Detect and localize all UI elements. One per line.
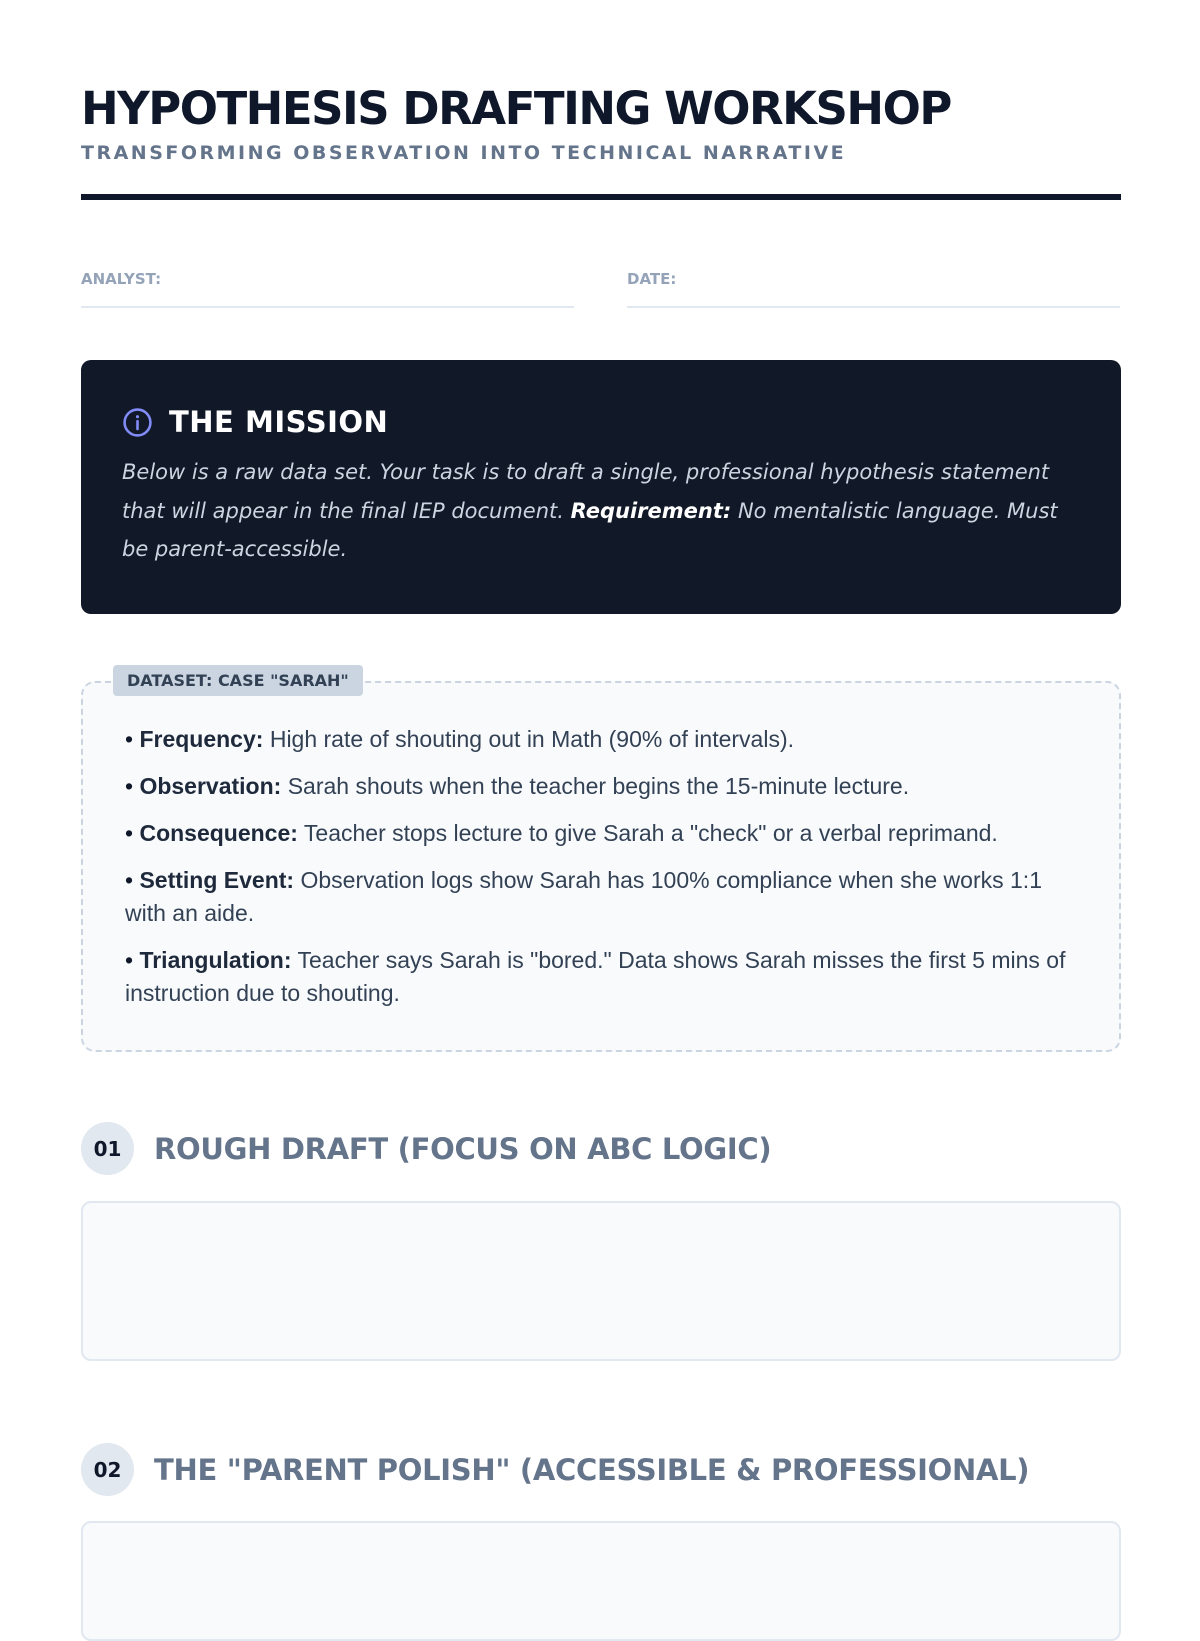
header-divider (81, 194, 1121, 200)
date-label: DATE: (627, 270, 677, 288)
item-label: Triangulation: (139, 947, 292, 973)
section-rough-draft (81, 1122, 1121, 1175)
rough-draft-textarea[interactable] (81, 1201, 1121, 1361)
list-item: • Observation: Sarah shouts when the teacher begins the 15-minute lecture. (125, 773, 910, 799)
list-item: • Setting Event: Observation logs show Sarah has 100% compliance when she works 1:1 with an aide. (125, 867, 1042, 926)
dataset-box (81, 671, 1121, 1052)
list-item: • Consequence: Teacher stops lecture to give Sarah a "check" or a verbal reprimand. (125, 820, 998, 846)
page-title: HYPOTHESIS DRAFTING WORKSHOP (81, 82, 951, 135)
date-field[interactable] (627, 268, 1120, 308)
section-header (81, 1443, 1121, 1496)
list-item: • Triangulation: Teacher says Sarah is "bored." Data shows Sarah misses the first 5 mins of instruction due to shouting. (125, 947, 1066, 1006)
item-text: Teacher says Sarah is "bored." Data shows Sarah misses the first 5 mins of instruction due to shouting. (125, 947, 1066, 1006)
analyst-field[interactable] (81, 268, 574, 308)
dataset-list (125, 723, 1085, 1024)
section-header (81, 1122, 1121, 1175)
page-subtitle: TRANSFORMING OBSERVATION INTO TECHNICAL NARRATIVE (81, 142, 847, 164)
item-text: Sarah shouts when the teacher begins the 15-minute lecture. (281, 773, 910, 799)
analyst-label: ANALYST: (81, 270, 162, 288)
section-number-badge: 01 (81, 1122, 134, 1175)
mission-text-intro: Below is a raw data set. Your task is to draft a single, professional hypothesis statement that will appear in the final IEP document. (122, 460, 1050, 523)
item-label: Observation: (139, 773, 282, 799)
section-parent-polish (81, 1443, 1121, 1496)
mission-text (122, 453, 1080, 569)
item-label: Consequence: (139, 820, 298, 846)
mission-title: THE MISSION (169, 405, 389, 439)
section-number-badge: 02 (81, 1443, 134, 1496)
mission-panel (81, 360, 1121, 614)
parent-polish-textarea[interactable] (81, 1521, 1121, 1641)
dataset-tag: DATASET: CASE "SARAH" (113, 665, 363, 696)
info-icon (122, 407, 153, 438)
item-text: Teacher stops lecture to give Sarah a "check" or a verbal reprimand. (297, 820, 998, 846)
mission-text-requirement: No mentalistic language. Must be parent-accessible. (122, 498, 1058, 561)
item-label: Frequency: (139, 726, 264, 752)
item-text: High rate of shouting out in Math (90% of intervals). (263, 726, 794, 752)
mission-header (122, 406, 1080, 438)
list-item: • Frequency: High rate of shouting out in Math (90% of intervals). (125, 726, 794, 752)
item-text: Observation logs show Sarah has 100% compliance when she works 1:1 with an aide. (125, 867, 1042, 926)
item-label: Setting Event: (139, 867, 295, 893)
section-title: THE "PARENT POLISH" (ACCESSIBLE & PROFESSIONAL) (154, 1452, 1030, 1487)
section-title: ROUGH DRAFT (FOCUS ON ABC LOGIC) (154, 1131, 772, 1166)
mission-requirement-label: Requirement: (570, 498, 732, 523)
